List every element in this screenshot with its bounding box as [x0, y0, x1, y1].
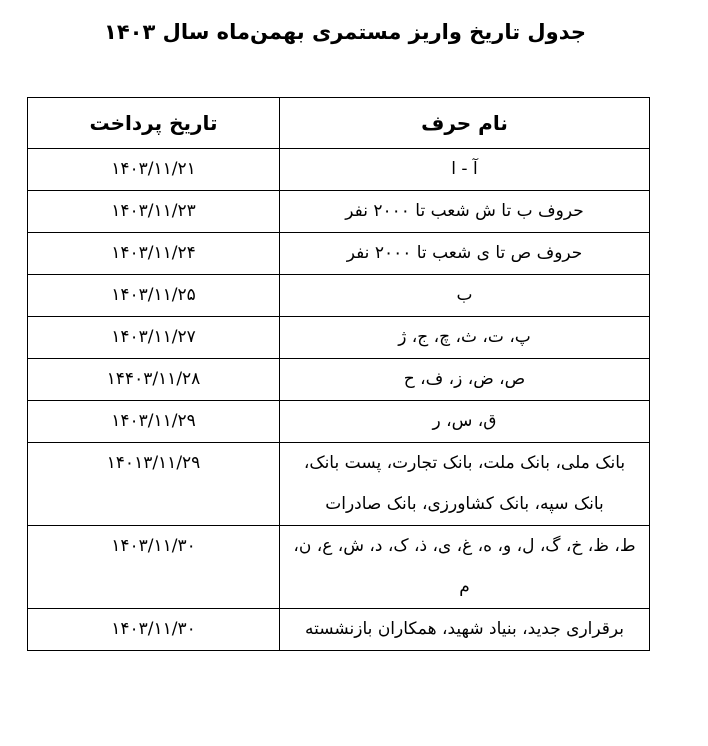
row-name-cell: حروف ب تا ش شعب تا ۲۰۰۰ نفر	[280, 191, 650, 233]
column-header-name: نام حرف	[280, 98, 650, 149]
row-date-cell: ۱۴۰۳/۱۱/۳۰	[28, 526, 280, 609]
row-name-cell: ط، ظ، خ، گ، ل، و، ه، غ، ی، ذ، ک، د، ش، ع، ن، م	[280, 526, 650, 609]
page-title: جدول تاریخ واریز مستمری بهمن‌ماه سال ۱۴۰۳	[104, 20, 586, 44]
table-row	[28, 149, 650, 191]
table-header-row	[28, 98, 650, 149]
row-date-cell: ۱۴۰۳/۱۱/۲۵	[28, 275, 280, 317]
payment-schedule-table	[27, 97, 650, 651]
table-row	[28, 609, 650, 651]
row-name-cell: برقراری جدید، بنیاد شهید، همکاران بازنشسته	[280, 609, 650, 651]
row-date-cell: ۱۴۰۳/۱۱/۲۳	[28, 191, 280, 233]
row-name-cell: حروف ص تا ی شعب تا ۲۰۰۰ نفر	[280, 233, 650, 275]
table-row	[28, 275, 650, 317]
table-row	[28, 401, 650, 443]
row-name-cell: آ - ا	[280, 149, 650, 191]
row-name-cell: ب	[280, 275, 650, 317]
row-date-cell: ۱۴۰۳/۱۱/۲۱	[28, 149, 280, 191]
row-name-cell: بانک ملی، بانک ملت، بانک تجارت، پست بانک، بانک سپه، بانک کشاورزی، بانک صادرات	[280, 443, 650, 526]
column-header-date: تاریخ پرداخت	[28, 98, 280, 149]
row-date-cell: ۱۴۴۰۳/۱۱/۲۸	[28, 359, 280, 401]
row-name-cell: ص، ض، ز، ف، ح	[280, 359, 650, 401]
table-row	[28, 526, 650, 609]
row-date-cell: ۱۴۰۳/۱۱/۲۹	[28, 401, 280, 443]
row-date-cell: ۱۴۰۳/۱۱/۳۰	[28, 609, 280, 651]
row-date-cell: ۱۴۰۱۳/۱۱/۲۹	[28, 443, 280, 526]
row-date-cell: ۱۴۰۳/۱۱/۲۴	[28, 233, 280, 275]
table-row	[28, 443, 650, 526]
table-row	[28, 191, 650, 233]
row-name-cell: پ، ت، ث، چ، ج، ژ	[280, 317, 650, 359]
table-row	[28, 233, 650, 275]
table-row	[28, 317, 650, 359]
row-date-cell: ۱۴۰۳/۱۱/۲۷	[28, 317, 280, 359]
row-name-cell: ق، س، ر	[280, 401, 650, 443]
table-row	[28, 359, 650, 401]
